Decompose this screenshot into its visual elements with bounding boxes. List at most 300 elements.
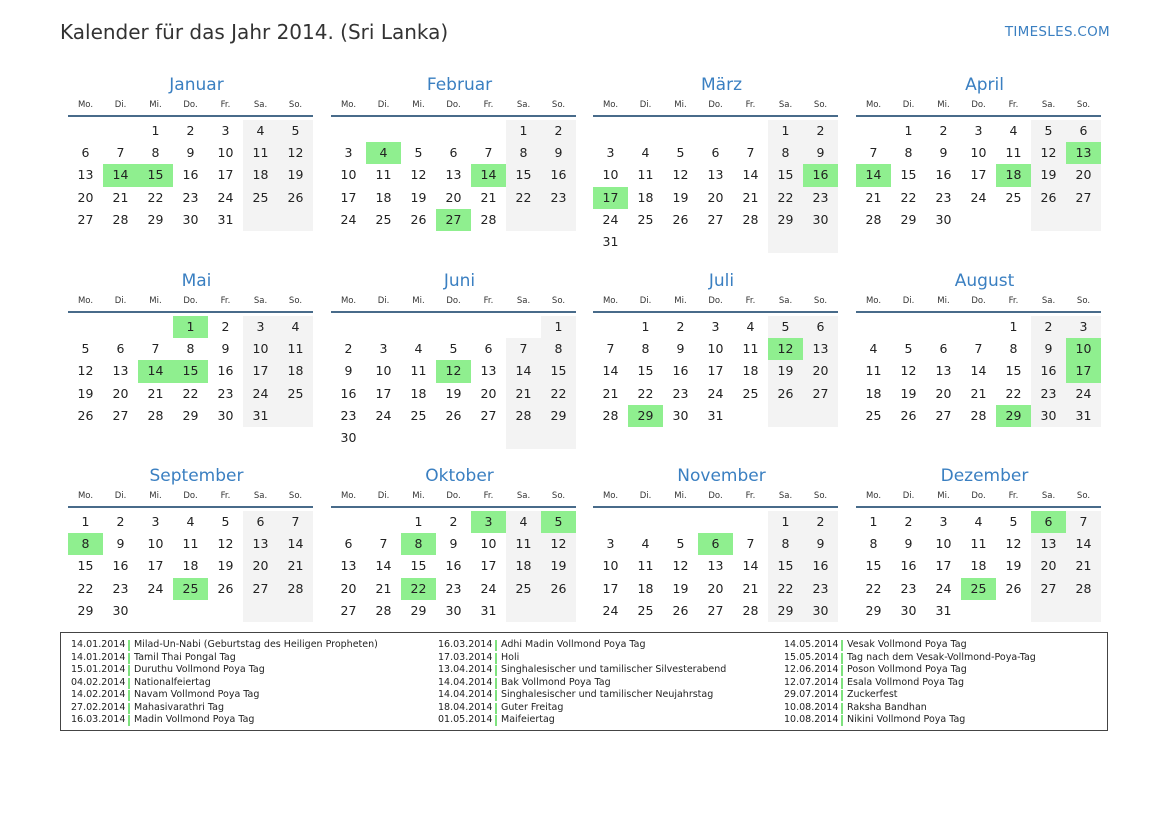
day-cell[interactable]: 21 xyxy=(1066,555,1101,577)
day-cell[interactable]: 31 xyxy=(707,407,724,423)
day-cell[interactable]: 27 xyxy=(243,578,278,600)
day-cell[interactable]: 26 xyxy=(217,580,234,596)
day-cell[interactable]: 22 xyxy=(900,189,917,205)
day-cell[interactable]: 24 xyxy=(217,189,234,205)
day-cell[interactable]: 2 xyxy=(1031,316,1066,338)
day-cell[interactable]: 25 xyxy=(375,211,392,227)
day-cell[interactable]: 20 xyxy=(803,360,838,382)
day-cell[interactable]: 17 xyxy=(480,558,497,574)
day-cell[interactable]: 15 xyxy=(541,360,576,382)
day-cell[interactable]: 27 xyxy=(935,407,952,423)
day-cell[interactable]: 5 xyxy=(1031,120,1066,142)
day-cell[interactable]: 17 xyxy=(1066,360,1101,382)
day-cell[interactable]: 18 xyxy=(375,189,392,205)
day-cell[interactable]: 24 xyxy=(707,385,724,401)
day-cell[interactable]: 24 xyxy=(970,189,987,205)
day-cell[interactable]: 20 xyxy=(1031,555,1066,577)
day-cell[interactable]: 8 xyxy=(506,142,541,164)
day-cell[interactable]: 30 xyxy=(182,211,199,227)
day-cell[interactable]: 30 xyxy=(803,600,838,622)
day-cell[interactable]: 24 xyxy=(935,580,952,596)
day-cell[interactable]: 10 xyxy=(375,363,392,379)
day-cell[interactable]: 17 xyxy=(340,189,357,205)
day-cell[interactable]: 21 xyxy=(480,189,497,205)
day-cell[interactable]: 22 xyxy=(541,383,576,405)
day-cell[interactable]: 19 xyxy=(672,580,689,596)
day-cell[interactable]: 11 xyxy=(637,167,654,183)
day-cell[interactable]: 27 xyxy=(1031,578,1066,600)
day-cell[interactable]: 3 xyxy=(606,536,615,552)
day-cell[interactable]: 12 xyxy=(1005,536,1022,552)
day-cell[interactable]: 18 xyxy=(278,360,313,382)
day-cell[interactable]: 16 xyxy=(803,555,838,577)
day-cell[interactable]: 14 xyxy=(103,164,138,186)
day-cell[interactable]: 13 xyxy=(1031,533,1066,555)
day-cell[interactable]: 8 xyxy=(541,338,576,360)
day-cell[interactable]: 24 xyxy=(147,580,164,596)
day-cell[interactable]: 19 xyxy=(1005,558,1022,574)
day-cell[interactable]: 18 xyxy=(996,164,1031,186)
day-cell[interactable]: 17 xyxy=(935,558,952,574)
day-cell[interactable]: 25 xyxy=(637,602,654,618)
day-cell[interactable]: 4 xyxy=(1009,123,1018,138)
day-cell[interactable]: 6 xyxy=(711,145,720,161)
day-cell[interactable]: 3 xyxy=(711,319,720,334)
day-cell[interactable]: 8 xyxy=(68,533,103,555)
day-cell[interactable]: 8 xyxy=(768,142,803,164)
day-cell[interactable]: 21 xyxy=(865,189,882,205)
day-cell[interactable]: 15 xyxy=(410,558,427,574)
day-cell[interactable]: 17 xyxy=(707,363,724,379)
day-cell[interactable]: 22 xyxy=(147,189,164,205)
day-cell[interactable]: 27 xyxy=(707,211,724,227)
day-cell[interactable]: 10 xyxy=(217,145,234,161)
day-cell[interactable]: 30 xyxy=(112,602,129,618)
day-cell[interactable]: 31 xyxy=(602,233,619,249)
day-cell[interactable]: 6 xyxy=(939,341,948,357)
day-cell[interactable]: 16 xyxy=(445,558,462,574)
day-cell[interactable]: 14 xyxy=(278,533,313,555)
day-cell[interactable]: 18 xyxy=(506,555,541,577)
day-cell[interactable]: 31 xyxy=(480,602,497,618)
day-cell[interactable]: 3 xyxy=(379,341,388,357)
day-cell[interactable]: 14 xyxy=(742,167,759,183)
day-cell[interactable]: 26 xyxy=(900,407,917,423)
day-cell[interactable]: 7 xyxy=(606,341,615,357)
day-cell[interactable]: 13 xyxy=(803,338,838,360)
day-cell[interactable]: 26 xyxy=(77,407,94,423)
day-cell[interactable]: 9 xyxy=(449,536,458,552)
day-cell[interactable]: 1 xyxy=(869,514,878,529)
day-cell[interactable]: 18 xyxy=(182,558,199,574)
day-cell[interactable]: 9 xyxy=(186,145,195,161)
day-cell[interactable]: 12 xyxy=(77,363,94,379)
day-cell[interactable]: 14 xyxy=(375,558,392,574)
day-cell[interactable]: 5 xyxy=(904,341,913,357)
day-cell[interactable]: 2 xyxy=(541,120,576,142)
day-cell[interactable]: 30 xyxy=(340,429,357,445)
day-cell[interactable]: 5 xyxy=(768,316,803,338)
day-cell[interactable]: 20 xyxy=(707,580,724,596)
day-cell[interactable]: 19 xyxy=(1031,164,1066,186)
day-cell[interactable]: 25 xyxy=(243,187,278,209)
day-cell[interactable]: 1 xyxy=(768,120,803,142)
day-cell[interactable]: 18 xyxy=(865,385,882,401)
day-cell[interactable]: 1 xyxy=(81,514,90,529)
day-cell[interactable]: 23 xyxy=(112,580,129,596)
day-cell[interactable]: 22 xyxy=(768,187,803,209)
day-cell[interactable]: 29 xyxy=(865,602,882,618)
day-cell[interactable]: 2 xyxy=(904,514,913,529)
day-cell[interactable]: 16 xyxy=(182,167,199,183)
day-cell[interactable]: 15 xyxy=(173,360,208,382)
day-cell[interactable]: 15 xyxy=(865,558,882,574)
day-cell[interactable]: 20 xyxy=(112,385,129,401)
day-cell[interactable]: 24 xyxy=(602,602,619,618)
day-cell[interactable]: 1 xyxy=(641,319,650,334)
day-cell[interactable]: 15 xyxy=(768,164,803,186)
day-cell[interactable]: 11 xyxy=(970,536,987,552)
day-cell[interactable]: 6 xyxy=(698,533,733,555)
day-cell[interactable]: 14 xyxy=(742,558,759,574)
day-cell[interactable]: 29 xyxy=(628,405,663,427)
day-cell[interactable]: 14 xyxy=(1066,533,1101,555)
day-cell[interactable]: 21 xyxy=(506,383,541,405)
day-cell[interactable]: 17 xyxy=(147,558,164,574)
day-cell[interactable]: 24 xyxy=(243,383,278,405)
day-cell[interactable]: 28 xyxy=(742,602,759,618)
day-cell[interactable]: 23 xyxy=(900,580,917,596)
day-cell[interactable]: 28 xyxy=(602,407,619,423)
day-cell[interactable]: 25 xyxy=(637,211,654,227)
day-cell[interactable]: 6 xyxy=(116,341,125,357)
day-cell[interactable]: 29 xyxy=(410,602,427,618)
day-cell[interactable]: 6 xyxy=(484,341,493,357)
day-cell[interactable]: 19 xyxy=(410,189,427,205)
day-cell[interactable]: 7 xyxy=(974,341,983,357)
day-cell[interactable]: 4 xyxy=(366,142,401,164)
day-cell[interactable]: 14 xyxy=(506,360,541,382)
day-cell[interactable]: 17 xyxy=(970,167,987,183)
day-cell[interactable]: 4 xyxy=(186,514,195,529)
day-cell[interactable]: 1 xyxy=(173,316,208,338)
day-cell[interactable]: 5 xyxy=(221,514,230,529)
day-cell[interactable]: 16 xyxy=(1031,360,1066,382)
day-cell[interactable]: 3 xyxy=(243,316,278,338)
day-cell[interactable]: 8 xyxy=(1009,341,1018,357)
day-cell[interactable]: 21 xyxy=(375,580,392,596)
day-cell[interactable]: 7 xyxy=(484,145,493,161)
day-cell[interactable]: 24 xyxy=(375,407,392,423)
day-cell[interactable]: 20 xyxy=(935,385,952,401)
day-cell[interactable]: 4 xyxy=(641,536,650,552)
day-cell[interactable]: 1 xyxy=(414,514,423,529)
day-cell[interactable]: 8 xyxy=(151,145,160,161)
day-cell[interactable]: 30 xyxy=(217,407,234,423)
day-cell[interactable]: 20 xyxy=(340,580,357,596)
day-cell[interactable]: 19 xyxy=(768,360,803,382)
day-cell[interactable]: 26 xyxy=(672,211,689,227)
day-cell[interactable]: 9 xyxy=(541,142,576,164)
day-cell[interactable]: 12 xyxy=(672,558,689,574)
day-cell[interactable]: 9 xyxy=(344,363,353,379)
day-cell[interactable]: 9 xyxy=(803,533,838,555)
day-cell[interactable]: 9 xyxy=(221,341,230,357)
day-cell[interactable]: 15 xyxy=(900,167,917,183)
day-cell[interactable]: 9 xyxy=(939,145,948,161)
day-cell[interactable]: 2 xyxy=(449,514,458,529)
day-cell[interactable]: 29 xyxy=(147,211,164,227)
day-cell[interactable]: 4 xyxy=(974,514,983,529)
day-cell[interactable]: 14 xyxy=(471,164,506,186)
day-cell[interactable]: 23 xyxy=(803,187,838,209)
day-cell[interactable]: 30 xyxy=(900,602,917,618)
day-cell[interactable]: 9 xyxy=(116,536,125,552)
day-cell[interactable]: 15 xyxy=(506,164,541,186)
day-cell[interactable]: 14 xyxy=(856,164,891,186)
day-cell[interactable]: 28 xyxy=(375,602,392,618)
day-cell[interactable]: 13 xyxy=(1066,142,1101,164)
day-cell[interactable]: 10 xyxy=(243,338,278,360)
day-cell[interactable]: 23 xyxy=(340,407,357,423)
day-cell[interactable]: 13 xyxy=(707,167,724,183)
day-cell[interactable]: 17 xyxy=(243,360,278,382)
day-cell[interactable]: 16 xyxy=(541,164,576,186)
day-cell[interactable]: 1 xyxy=(904,123,913,138)
day-cell[interactable]: 6 xyxy=(803,316,838,338)
day-cell[interactable]: 1 xyxy=(541,316,576,338)
day-cell[interactable]: 4 xyxy=(506,511,541,533)
day-cell[interactable]: 7 xyxy=(1066,511,1101,533)
day-cell[interactable]: 12 xyxy=(436,360,471,382)
day-cell[interactable]: 26 xyxy=(1005,580,1022,596)
day-cell[interactable]: 11 xyxy=(742,341,759,357)
day-cell[interactable]: 27 xyxy=(1066,187,1101,209)
day-cell[interactable]: 23 xyxy=(935,189,952,205)
day-cell[interactable]: 11 xyxy=(865,363,882,379)
day-cell[interactable]: 28 xyxy=(480,211,497,227)
day-cell[interactable]: 26 xyxy=(410,211,427,227)
day-cell[interactable]: 5 xyxy=(541,511,576,533)
day-cell[interactable]: 5 xyxy=(278,120,313,142)
day-cell[interactable]: 10 xyxy=(1066,338,1101,360)
day-cell[interactable]: 17 xyxy=(217,167,234,183)
day-cell[interactable]: 11 xyxy=(637,558,654,574)
day-cell[interactable]: 10 xyxy=(935,536,952,552)
day-cell[interactable]: 7 xyxy=(278,511,313,533)
day-cell[interactable]: 6 xyxy=(81,145,90,161)
day-cell[interactable]: 11 xyxy=(182,536,199,552)
day-cell[interactable]: 14 xyxy=(970,363,987,379)
day-cell[interactable]: 16 xyxy=(112,558,129,574)
day-cell[interactable]: 22 xyxy=(77,580,94,596)
day-cell[interactable]: 12 xyxy=(410,167,427,183)
day-cell[interactable]: 15 xyxy=(637,363,654,379)
day-cell[interactable]: 22 xyxy=(1005,385,1022,401)
day-cell[interactable]: 25 xyxy=(173,578,208,600)
day-cell[interactable]: 25 xyxy=(278,383,313,405)
day-cell[interactable]: 13 xyxy=(480,363,497,379)
day-cell[interactable]: 26 xyxy=(1031,187,1066,209)
day-cell[interactable]: 6 xyxy=(1031,511,1066,533)
day-cell[interactable]: 19 xyxy=(77,385,94,401)
day-cell[interactable]: 19 xyxy=(900,385,917,401)
day-cell[interactable]: 2 xyxy=(803,120,838,142)
day-cell[interactable]: 7 xyxy=(506,338,541,360)
day-cell[interactable]: 5 xyxy=(1009,514,1018,529)
day-cell[interactable]: 28 xyxy=(112,211,129,227)
day-cell[interactable]: 28 xyxy=(147,407,164,423)
day-cell[interactable]: 6 xyxy=(243,511,278,533)
day-cell[interactable]: 13 xyxy=(935,363,952,379)
day-cell[interactable]: 20 xyxy=(707,189,724,205)
day-cell[interactable]: 8 xyxy=(641,341,650,357)
day-cell[interactable]: 21 xyxy=(742,580,759,596)
day-cell[interactable]: 19 xyxy=(541,555,576,577)
day-cell[interactable]: 11 xyxy=(1005,145,1022,161)
day-cell[interactable]: 24 xyxy=(602,211,619,227)
day-cell[interactable]: 20 xyxy=(77,189,94,205)
day-cell[interactable]: 3 xyxy=(1066,316,1101,338)
day-cell[interactable]: 18 xyxy=(637,580,654,596)
day-cell[interactable]: 1 xyxy=(768,511,803,533)
day-cell[interactable]: 8 xyxy=(401,533,436,555)
day-cell[interactable]: 5 xyxy=(449,341,458,357)
day-cell[interactable]: 2 xyxy=(939,123,948,138)
day-cell[interactable]: 27 xyxy=(77,211,94,227)
day-cell[interactable]: 8 xyxy=(186,341,195,357)
day-cell[interactable]: 26 xyxy=(278,187,313,209)
day-cell[interactable]: 15 xyxy=(138,164,173,186)
day-cell[interactable]: 27 xyxy=(707,602,724,618)
day-cell[interactable]: 25 xyxy=(506,578,541,600)
day-cell[interactable]: 25 xyxy=(410,407,427,423)
day-cell[interactable]: 9 xyxy=(803,142,838,164)
day-cell[interactable]: 8 xyxy=(768,533,803,555)
day-cell[interactable]: 25 xyxy=(961,578,996,600)
day-cell[interactable]: 21 xyxy=(970,385,987,401)
day-cell[interactable]: 3 xyxy=(939,514,948,529)
day-cell[interactable]: 7 xyxy=(746,145,755,161)
day-cell[interactable]: 23 xyxy=(217,385,234,401)
day-cell[interactable]: 20 xyxy=(445,189,462,205)
day-cell[interactable]: 12 xyxy=(278,142,313,164)
day-cell[interactable]: 12 xyxy=(768,338,803,360)
day-cell[interactable]: 3 xyxy=(606,145,615,161)
day-cell[interactable]: 30 xyxy=(803,209,838,231)
day-cell[interactable]: 6 xyxy=(344,536,353,552)
day-cell[interactable]: 2 xyxy=(221,319,230,334)
day-cell[interactable]: 15 xyxy=(768,555,803,577)
day-cell[interactable]: 17 xyxy=(375,385,392,401)
day-cell[interactable]: 2 xyxy=(116,514,125,529)
day-cell[interactable]: 13 xyxy=(112,363,129,379)
day-cell[interactable]: 1 xyxy=(151,123,160,138)
day-cell[interactable]: 30 xyxy=(1031,405,1066,427)
day-cell[interactable]: 29 xyxy=(541,405,576,427)
day-cell[interactable]: 18 xyxy=(243,164,278,186)
day-cell[interactable]: 29 xyxy=(77,602,94,618)
day-cell[interactable]: 27 xyxy=(340,602,357,618)
day-cell[interactable]: 21 xyxy=(147,385,164,401)
day-cell[interactable]: 12 xyxy=(541,533,576,555)
day-cell[interactable]: 2 xyxy=(803,511,838,533)
day-cell[interactable]: 13 xyxy=(77,167,94,183)
day-cell[interactable]: 21 xyxy=(742,189,759,205)
day-cell[interactable]: 26 xyxy=(541,578,576,600)
day-cell[interactable]: 21 xyxy=(112,189,129,205)
day-cell[interactable]: 31 xyxy=(243,405,278,427)
day-cell[interactable]: 16 xyxy=(935,167,952,183)
day-cell[interactable]: 22 xyxy=(637,385,654,401)
day-cell[interactable]: 18 xyxy=(637,189,654,205)
day-cell[interactable]: 11 xyxy=(410,363,427,379)
day-cell[interactable]: 10 xyxy=(602,558,619,574)
brand-link[interactable]: TIMESLES.COM xyxy=(1004,24,1110,40)
day-cell[interactable]: 6 xyxy=(449,145,458,161)
day-cell[interactable]: 2 xyxy=(186,123,195,138)
day-cell[interactable]: 4 xyxy=(869,341,878,357)
day-cell[interactable]: 14 xyxy=(138,360,173,382)
day-cell[interactable]: 27 xyxy=(436,209,471,231)
day-cell[interactable]: 12 xyxy=(900,363,917,379)
day-cell[interactable]: 16 xyxy=(672,363,689,379)
day-cell[interactable]: 5 xyxy=(414,145,423,161)
day-cell[interactable]: 23 xyxy=(803,578,838,600)
day-cell[interactable]: 16 xyxy=(217,363,234,379)
day-cell[interactable]: 28 xyxy=(970,407,987,423)
day-cell[interactable]: 28 xyxy=(506,405,541,427)
day-cell[interactable]: 3 xyxy=(151,514,160,529)
day-cell[interactable]: 29 xyxy=(768,600,803,622)
day-cell[interactable]: 31 xyxy=(935,602,952,618)
day-cell[interactable]: 28 xyxy=(865,211,882,227)
day-cell[interactable]: 5 xyxy=(676,145,685,161)
day-cell[interactable]: 2 xyxy=(676,319,685,334)
day-cell[interactable]: 21 xyxy=(602,385,619,401)
day-cell[interactable]: 13 xyxy=(243,533,278,555)
day-cell[interactable]: 15 xyxy=(77,558,94,574)
day-cell[interactable]: 28 xyxy=(278,578,313,600)
day-cell[interactable]: 16 xyxy=(900,558,917,574)
day-cell[interactable]: 18 xyxy=(742,363,759,379)
day-cell[interactable]: 3 xyxy=(471,511,506,533)
day-cell[interactable]: 23 xyxy=(541,187,576,209)
day-cell[interactable]: 17 xyxy=(602,580,619,596)
day-cell[interactable]: 5 xyxy=(676,536,685,552)
day-cell[interactable]: 24 xyxy=(1066,383,1101,405)
day-cell[interactable]: 15 xyxy=(1005,363,1022,379)
day-cell[interactable]: 25 xyxy=(865,407,882,423)
day-cell[interactable]: 11 xyxy=(375,167,392,183)
day-cell[interactable]: 17 xyxy=(593,187,628,209)
day-cell[interactable]: 28 xyxy=(1066,578,1101,600)
day-cell[interactable]: 19 xyxy=(278,164,313,186)
day-cell[interactable]: 7 xyxy=(869,145,878,161)
day-cell[interactable]: 24 xyxy=(480,580,497,596)
day-cell[interactable]: 26 xyxy=(445,407,462,423)
day-cell[interactable]: 25 xyxy=(742,385,759,401)
day-cell[interactable]: 22 xyxy=(768,578,803,600)
day-cell[interactable]: 7 xyxy=(746,536,755,552)
day-cell[interactable]: 3 xyxy=(221,123,230,138)
day-cell[interactable]: 4 xyxy=(278,316,313,338)
day-cell[interactable]: 11 xyxy=(243,142,278,164)
day-cell[interactable]: 12 xyxy=(217,536,234,552)
day-cell[interactable]: 11 xyxy=(506,533,541,555)
day-cell[interactable]: 3 xyxy=(344,145,353,161)
day-cell[interactable]: 30 xyxy=(935,211,952,227)
